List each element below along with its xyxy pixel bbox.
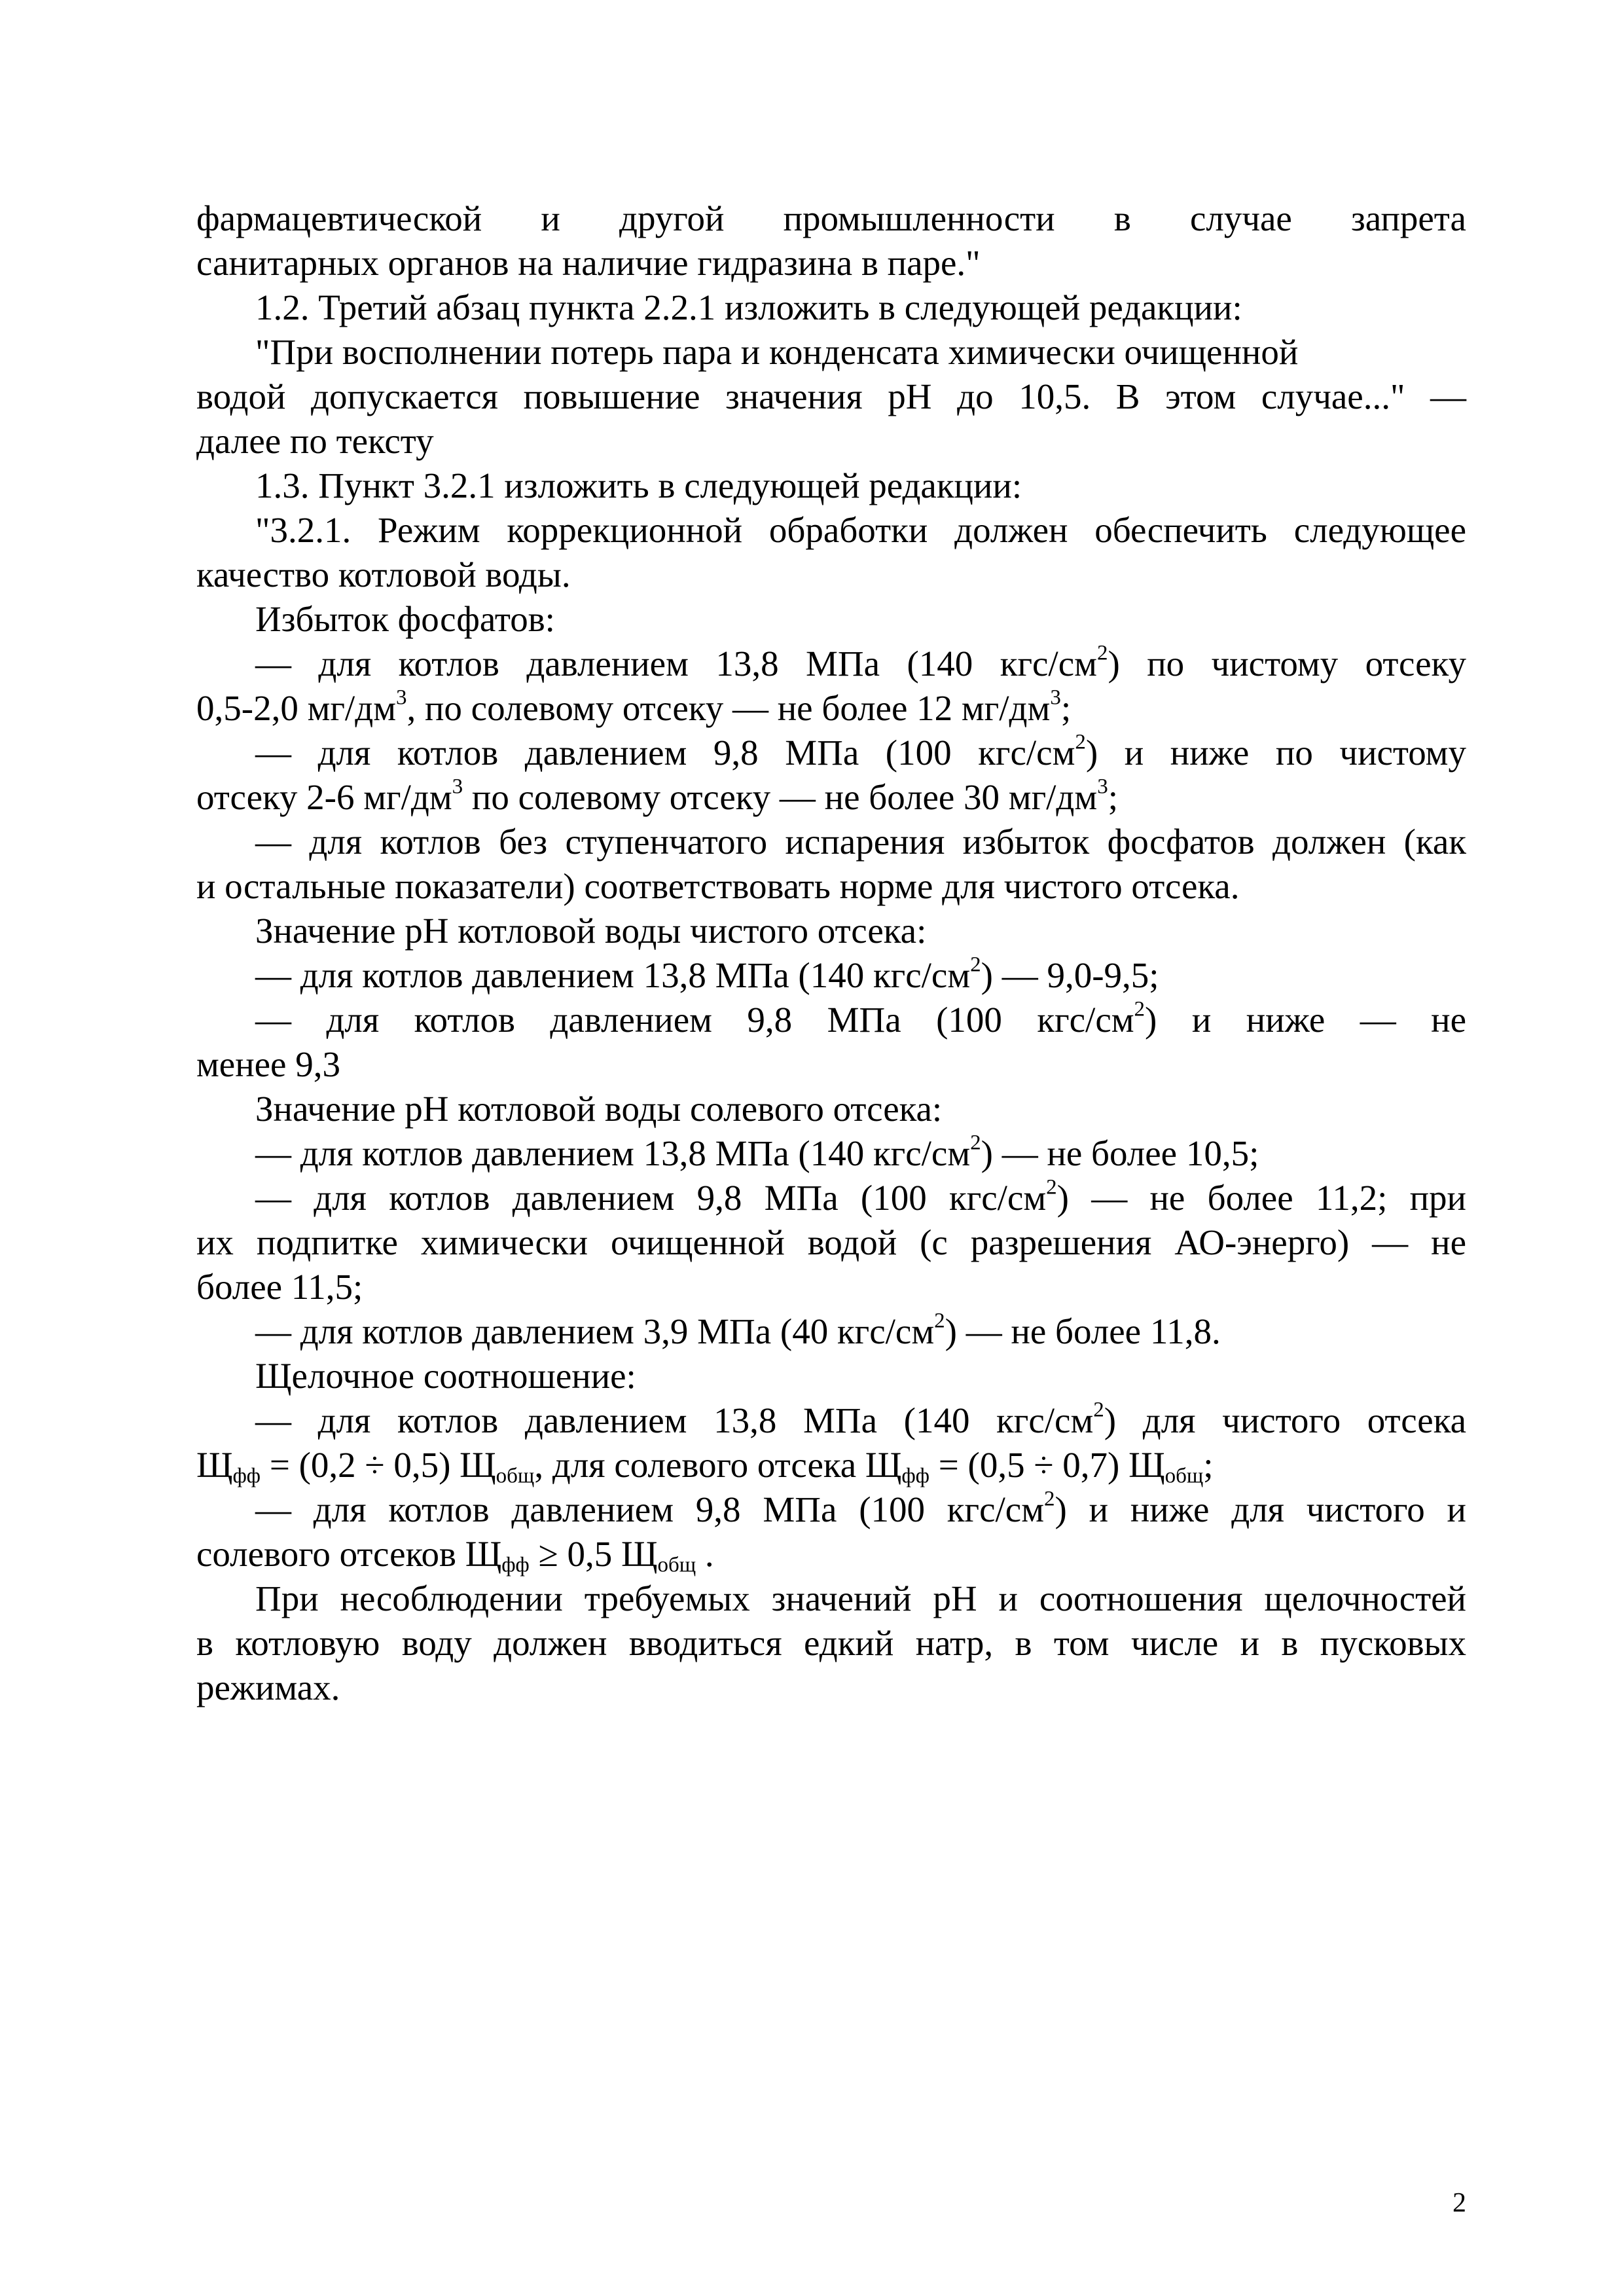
text-line: фармацевтической и другой промышленности в случае запрета — [196, 198, 1466, 238]
text-line: — для котлов давлением 9,8 МПа (100 кгс/$см^2$) и ниже для чистого и — [255, 1487, 1466, 1529]
text-line: санитарных органов на наличие гидразина в паре." — [196, 243, 981, 283]
page-number: 2 — [1453, 2188, 1466, 2218]
text-line: и остальные показатели) соответствовать норме для чистого отсека. — [196, 866, 1240, 906]
formula-line: $Щ_{фф} = (0,2 \div 0,5)$ $Щ_{общ}$, для солевого отсека $Щ_{фф} = (0,5 \div 0,7)$ $Щ_{общ}$; — [196, 1445, 1214, 1488]
text-line: режимах. — [196, 1667, 340, 1707]
text-line: — для котлов давлением 9,8 МПа (100 кгс/$см^2$) и ниже — не — [255, 997, 1466, 1040]
text-line: отсеку 2-6 $мг/дм^3$ по солевому отсеку — не более 30 $мг/дм^3$; — [196, 774, 1119, 817]
text-line: "При восполнении потерь пара и конденсата химически очищенной — [255, 332, 1299, 372]
text-line: менее 9,3 — [196, 1044, 340, 1084]
text-line: — для котлов давлением 13,8 МПа (140 кгс/$см^2$) для чистого отсека — [255, 1398, 1466, 1440]
text-line: — для котлов давлением 13,8 МПа (140 кгс/$см^2$) по чистому отсеку — [255, 641, 1466, 683]
text-line: При несоблюдении требуемых значений pH и соотношения щелочностей — [255, 1578, 1466, 1618]
paragraph-item-1-3: 1.3. Пункт 3.2.1 изложить в следующей редакции: — [255, 465, 1022, 505]
text-line: — для котлов давлением 3,9 МПа (40 кгс/$см^2$) — не более 11,8. — [255, 1309, 1221, 1351]
text-line: далее по тексту — [196, 421, 434, 461]
text-line: — для котлов давлением 9,8 МПа (100 кгс/$см^2$) — не более 11,2; при — [255, 1175, 1466, 1218]
text-line: водой допускается повышение значения pH до 10,5. В этом случае..." — — [196, 376, 1466, 416]
text-line: в котловую воду должен вводиться едкий натр, в том числе и в пусковых — [196, 1623, 1466, 1663]
text-line: — для котлов давлением 9,8 МПа (100 кгс/$см^2$) и ниже по чистому — [255, 730, 1466, 773]
text-line: — для котлов давлением 13,8 МПа (140 кгс/$см^2$) — 9,0-9,5; — [255, 953, 1159, 995]
text-line: — для котлов без ступенчатого испарения избыток фосфатов должен (как — [255, 822, 1466, 862]
text-line: качество котловой воды. — [196, 555, 571, 594]
section-heading-alkaline-ratio: Щелочное соотношение: — [255, 1356, 636, 1396]
section-heading-ph-clean: Значение pH котловой воды чистого отсека: — [255, 911, 927, 951]
text-line: более 11,5; — [196, 1267, 363, 1307]
paragraph-item-1-2: 1.2. Третий абзац пункта 2.2.1 изложить в следующей редакции: — [255, 287, 1242, 327]
text-line: — для котлов давлением 13,8 МПа (140 кгс/$см^2$) — не более 10,5; — [255, 1131, 1259, 1173]
text-line: 0,5-2,0 $мг/дм^3$, по солевому отсеку — не более 12 $мг/дм^3$; — [196, 685, 1072, 728]
section-heading-phosphates: Избыток фосфатов: — [255, 599, 555, 639]
formula-line: солевого отсеков $Щ_{фф} \ge 0,5$ $Щ_{общ}$ . — [196, 1534, 714, 1577]
section-heading-ph-salt: Значение pH котловой воды солевого отсека: — [255, 1089, 943, 1129]
text-line: их подпитке химически очищенной водой (с разрешения АО-энерго) — не — [196, 1222, 1466, 1262]
text-line: "3.2.1. Режим коррекционной обработки должен обеспечить следующее — [255, 510, 1466, 550]
